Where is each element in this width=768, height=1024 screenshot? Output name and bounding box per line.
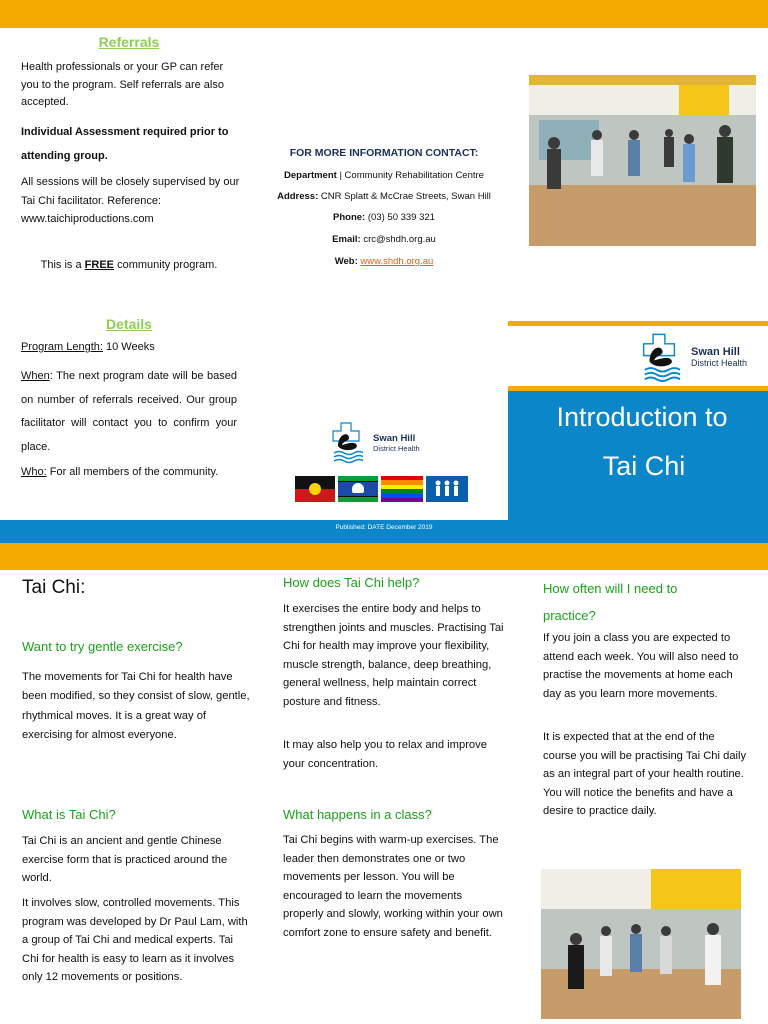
free-prefix: This is a bbox=[40, 259, 85, 271]
contact-heading: FOR MORE INFORMATION CONTACT: bbox=[289, 147, 479, 159]
what-is-tai-chi-paragraph: Tai Chi is an ancient and gentle Chinese exercise form that is practiced around the world. bbox=[22, 835, 228, 885]
logo-large-line1: Swan Hill bbox=[691, 346, 740, 358]
how-does-it-help-heading: How does Tai Chi help? bbox=[283, 575, 420, 590]
expectation-paragraph: It is expected that at the end of the course you will be practising Tai Chi daily as an integral part of your health routine. You will notice the benefits and have a desire to practice daily. bbox=[543, 731, 747, 818]
tai-chi-class-photo-top bbox=[529, 75, 756, 246]
web-link[interactable]: www.shdh.org.au bbox=[360, 256, 434, 267]
supervision-paragraph: All sessions will be closely supervised by our Tai Chi facilitator. Reference: www.taichiproductions.com bbox=[21, 176, 240, 225]
tai-chi-class-photo-bottom bbox=[541, 869, 741, 1019]
aboriginal-flag-icon bbox=[295, 476, 335, 502]
contact-phone bbox=[250, 212, 518, 223]
free-program-note bbox=[20, 259, 238, 271]
what-happens-paragraph: Tai Chi begins with warm-up exercises. The leader then demonstrates one or two movements per lesson. You will be encouraged to learn the movements properly and slowly, working within your own comfort zone to ensure safety and benefit. bbox=[283, 834, 503, 939]
cover-title-line2: Tai Chi bbox=[602, 451, 686, 481]
email-label: Email: bbox=[332, 234, 361, 245]
department-value: | Community Rehabilitation Centre bbox=[336, 170, 484, 181]
free-suffix: community program. bbox=[114, 259, 218, 271]
published-text: Published: DATE December 2019 bbox=[335, 524, 433, 531]
logo-small-line1: Swan Hill bbox=[373, 433, 416, 444]
cover-title-line1: Introduction to bbox=[556, 402, 728, 432]
department-label: Department bbox=[284, 170, 337, 181]
address-label: Address: bbox=[277, 191, 319, 202]
tai-chi-title: Tai Chi: bbox=[22, 577, 86, 598]
address-value: CNR Splatt & McCrae Streets, Swan Hill bbox=[318, 191, 491, 202]
free-word: FREE bbox=[84, 259, 115, 271]
phone-value: (03) 50 339 321 bbox=[365, 212, 435, 223]
assessment-note: Individual Assessment required prior to attending group. bbox=[21, 126, 229, 162]
rainbow-flag-icon bbox=[381, 476, 423, 502]
phone-label: Phone: bbox=[333, 212, 366, 223]
bottom-orange-band bbox=[0, 543, 768, 570]
who-paragraph bbox=[21, 463, 243, 482]
swan-hill-logo-large bbox=[638, 332, 758, 384]
who-text: For all members of the community. bbox=[46, 466, 219, 478]
when-paragraph bbox=[21, 365, 237, 459]
how-often-paragraph: If you join a class you are expected to attend each week. You will also need to practise the movements at home each day as you learn more movements. bbox=[543, 632, 739, 700]
what-happens-heading: What happens in a class? bbox=[283, 807, 432, 822]
details-heading: Details bbox=[106, 316, 152, 332]
web-label: Web: bbox=[334, 256, 358, 267]
swan-logo-icon bbox=[329, 421, 363, 465]
cover-orange-line-top bbox=[508, 321, 768, 326]
what-is-tai-chi-heading: What is Tai Chi? bbox=[22, 807, 116, 822]
referrals-heading: Referrals bbox=[98, 34, 160, 50]
swan-hill-logo-small bbox=[329, 421, 439, 465]
contact-address bbox=[250, 191, 518, 202]
contact-department bbox=[250, 170, 518, 181]
gentle-exercise-heading: Want to try gentle exercise? bbox=[22, 639, 183, 654]
how-often-heading: How often will I need to practice? bbox=[543, 581, 678, 623]
gentle-exercise-paragraph: The movements for Tai Chi for health have been modified, so they consist of slow, gentle, rhythmical moves. It is a great way of exercising for almost everyone. bbox=[22, 671, 250, 742]
program-length bbox=[21, 338, 243, 357]
contact-web bbox=[250, 256, 518, 267]
how-does-it-help-paragraph: It exercises the entire body and helps to strengthen joints and muscles. Practising Tai Chi for health may improve your flexibility, muscle strength, balance, deep breathing, general wellness, help maintain correct posture and fitness. bbox=[283, 603, 504, 708]
torres-strait-flag-icon bbox=[338, 476, 378, 502]
referrals-paragraph: Health professionals or your GP can refer you to the program. Self referrals are also accepted. bbox=[21, 61, 224, 108]
relax-paragraph: It may also help you to relax and improve your concentration. bbox=[283, 739, 487, 770]
logo-small-line2: District Health bbox=[373, 444, 420, 453]
accessibility-icon bbox=[426, 476, 468, 502]
program-length-label: Program Length: bbox=[21, 341, 103, 353]
who-label: Who: bbox=[21, 466, 47, 478]
when-text: : The next program date will be based on number of referrals received. Our group facilitator will contact you to confirm your place. bbox=[21, 370, 237, 453]
swan-logo-large-icon bbox=[638, 332, 680, 384]
logo-large-line2: District Health bbox=[691, 358, 748, 368]
program-description-paragraph: It involves slow, controlled movements. This program was developed by Dr Paul Lam, with a group of Tai Chi and medical experts. Tai Chi for health is easy to learn as it involves only 12 movements or positions. bbox=[22, 897, 248, 984]
when-label: When bbox=[21, 370, 50, 382]
contact-email bbox=[250, 234, 518, 245]
top-orange-band bbox=[0, 0, 768, 28]
email-value: crc@shdh.org.au bbox=[360, 234, 436, 245]
program-length-value: 10 Weeks bbox=[102, 341, 155, 353]
